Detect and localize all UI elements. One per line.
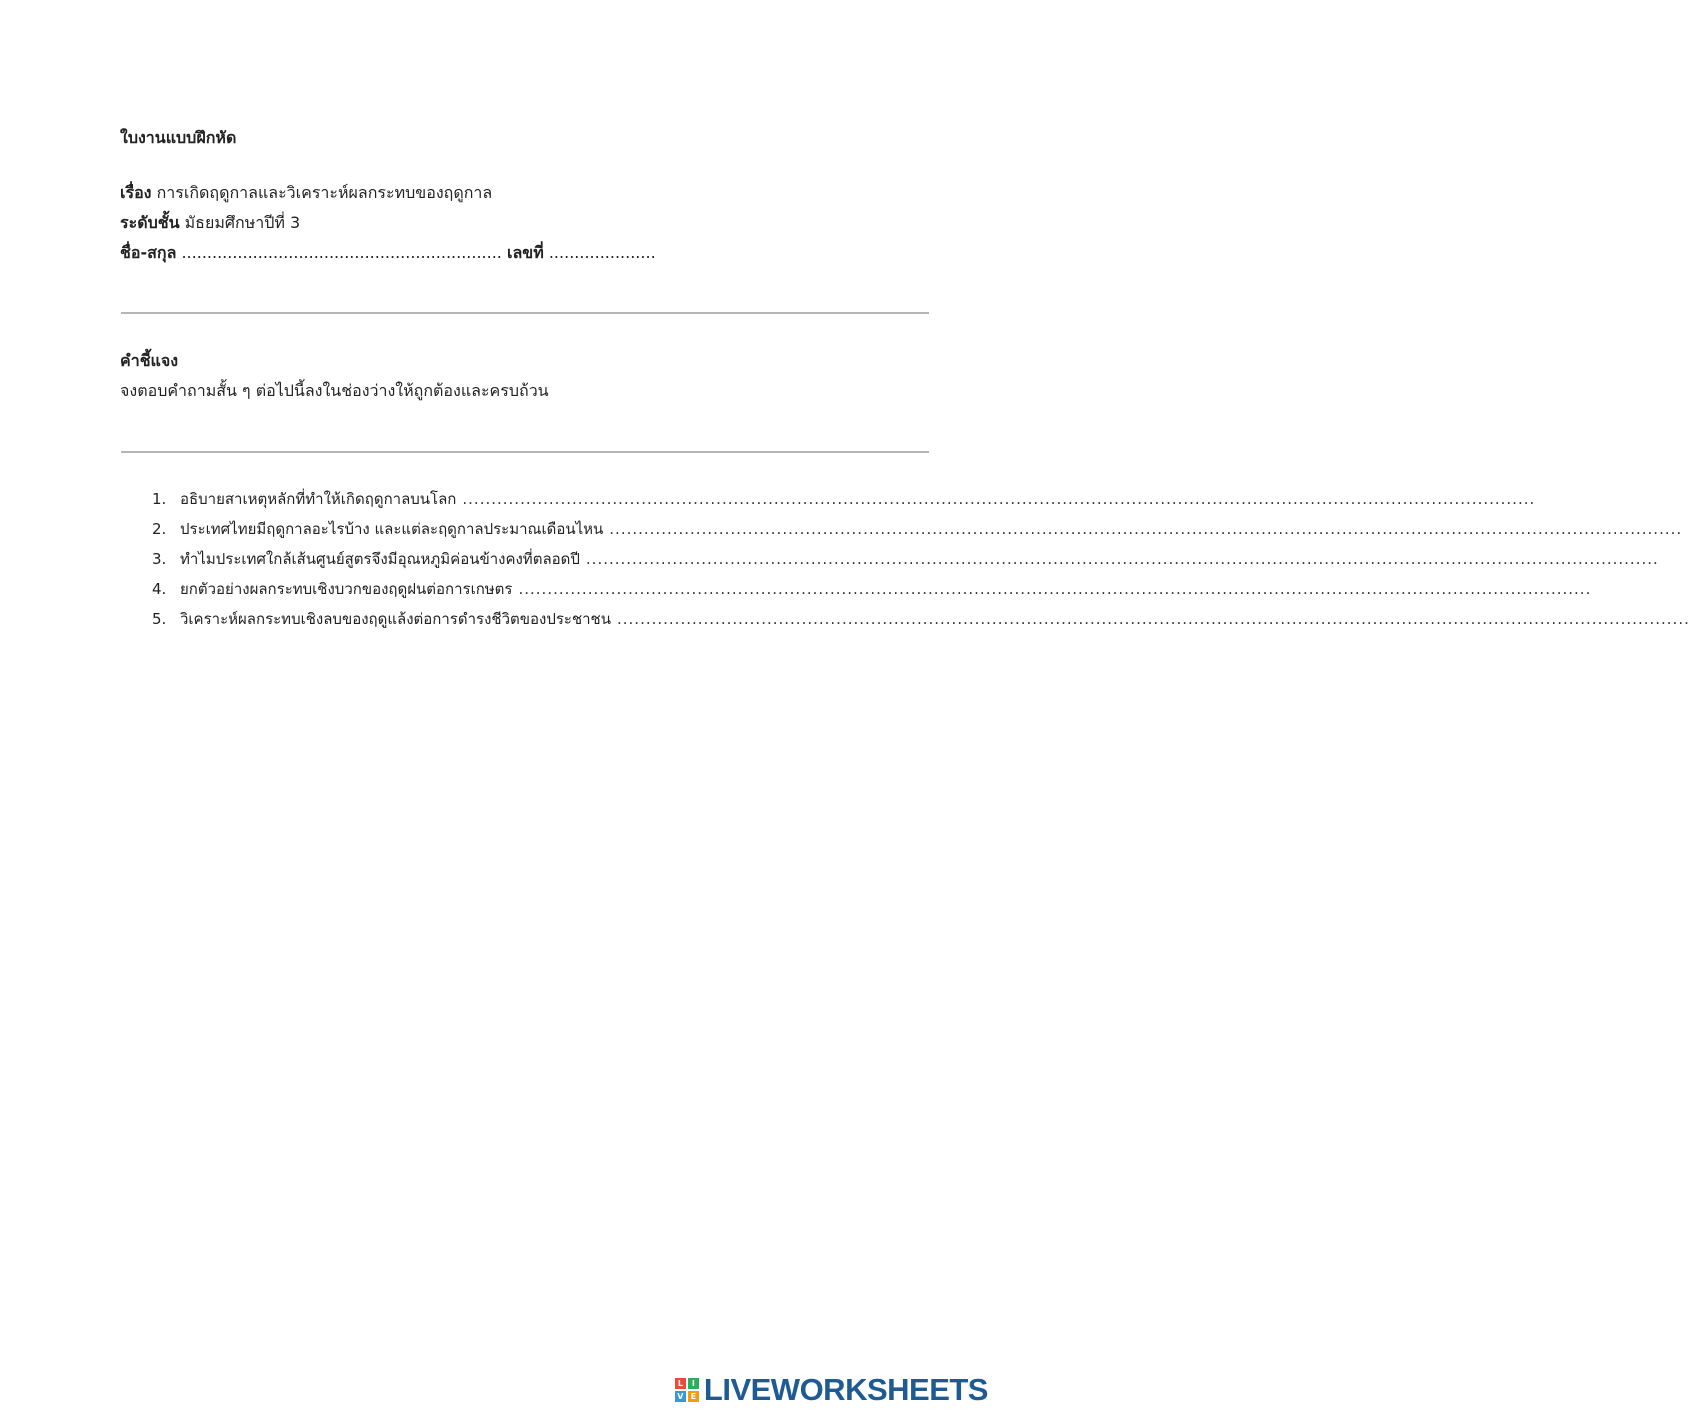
name-label: ชื่อ-สกุล (120, 243, 177, 262)
question-number: 3. (152, 550, 167, 568)
logo-letter: I (688, 1378, 699, 1389)
subject-label: เรื่อง (120, 183, 152, 202)
question-item (152, 547, 1659, 577)
question-item (152, 487, 1536, 517)
question-number: 2. (152, 520, 167, 538)
logo-letter: E (688, 1391, 699, 1402)
answer-blank[interactable]: .......................................................................................................................................................................................... (617, 610, 1690, 628)
logo-letter: L (675, 1378, 686, 1389)
question-number: 1. (152, 490, 167, 508)
logo-letter: V (675, 1391, 686, 1402)
name-line (120, 241, 656, 266)
answer-blank[interactable]: .......................................................................................................................................................................................... (609, 520, 1683, 538)
logo-grid-icon (675, 1378, 699, 1402)
subject-line (120, 181, 492, 206)
answer-blank[interactable]: .......................................................................................................................................................................................... (518, 580, 1592, 598)
question-item (152, 577, 1592, 607)
level-line (120, 211, 300, 236)
question-text: ประเทศไทยมีฤดูกาลอะไรบ้าง และแต่ละฤดูกาลประมาณเดือนไหน (180, 520, 604, 538)
instructions-heading: คำชี้แจง (120, 351, 179, 370)
worksheet-title: ใบงานแบบฝึกหัด (120, 128, 237, 147)
number-label: เลขที่ (506, 243, 544, 262)
question-list (152, 487, 1690, 637)
question-item (152, 517, 1683, 547)
divider-bottom (121, 451, 929, 453)
level-value: มัธยมศึกษาปีที่ 3 (184, 213, 301, 232)
logo-text: LIVEWORKSHEETS (703, 1372, 988, 1407)
question-number: 4. (152, 580, 167, 598)
name-blank[interactable]: ............................................................... (181, 243, 502, 262)
question-number: 5. (152, 610, 167, 628)
subject-value: การเกิดฤดูกาลและวิเคราะห์ผลกระทบของฤดูกาล (156, 183, 493, 202)
liveworksheets-logo (675, 1374, 988, 1406)
answer-blank[interactable]: .......................................................................................................................................................................................... (462, 490, 1536, 508)
question-item (152, 607, 1690, 637)
question-text: วิเคราะห์ผลกระทบเชิงลบของฤดูแล้งต่อการดำรงชีวิตของประชาชน (180, 610, 611, 628)
question-text: ทำไมประเทศใกล้เส้นศูนย์สูตรจึงมีอุณหภูมิค่อนข้างคงที่ตลอดปี (180, 550, 580, 568)
question-text: ยกตัวอย่างผลกระทบเชิงบวกของฤดูฝนต่อการเกษตร (180, 580, 513, 598)
level-label: ระดับชั้น (120, 213, 180, 232)
divider-top (121, 312, 929, 314)
number-blank[interactable]: ..................... (548, 243, 656, 262)
instructions-text: จงตอบคำถามสั้น ๆ ต่อไปนี้ลงในช่องว่างให้ถูกต้องและครบถ้วน (120, 381, 549, 400)
question-text: อธิบายสาเหตุหลักที่ทำให้เกิดฤดูกาลบนโลก (180, 490, 457, 508)
answer-blank[interactable]: .......................................................................................................................................................................................... (585, 550, 1659, 568)
